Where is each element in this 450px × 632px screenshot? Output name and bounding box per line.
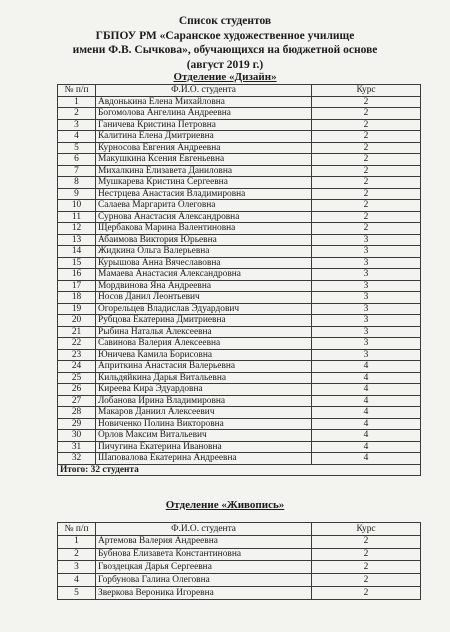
cell-student-name: Рубцова Екатерина Дмитриевна — [96, 315, 312, 327]
column-header-number: № п/п — [58, 85, 96, 97]
cell-student-name: Априткина Анастасия Валерьевна — [96, 361, 312, 373]
table-row — [58, 246, 421, 258]
cell-number: 4 — [58, 131, 96, 143]
cell-course: 2 — [312, 177, 421, 189]
cell-student-name: Курышова Анна Вячеславовна — [96, 257, 312, 269]
cell-course: 3 — [312, 257, 421, 269]
cell-course: 4 — [312, 384, 421, 396]
cell-student-name: Курносова Евгения Андреевна — [96, 142, 312, 154]
cell-number: 5 — [58, 142, 96, 154]
cell-course: 2 — [312, 96, 421, 108]
cell-student-name: Орлов Максим Витальевич — [96, 430, 312, 442]
cell-course: 3 — [312, 326, 421, 338]
table-header-row — [58, 85, 421, 97]
cell-student-name: Шаповалова Екатерина Андреевна — [96, 453, 312, 465]
cell-course: 2 — [312, 108, 421, 120]
table-row — [58, 441, 421, 453]
cell-course: 2 — [312, 200, 421, 212]
cell-student-name: Артемова Валерия Андреевна — [96, 535, 312, 548]
cell-course: 3 — [312, 338, 421, 350]
cell-number: 28 — [58, 407, 96, 419]
cell-number: 15 — [58, 257, 96, 269]
cell-number: 2 — [58, 108, 96, 120]
cell-student-name: Мамаева Анастасия Александровна — [96, 269, 312, 281]
table-row — [58, 223, 421, 235]
table-row — [58, 177, 421, 189]
table-row — [58, 326, 421, 338]
cell-student-name: Жидкина Ольга Валерьевна — [96, 246, 312, 258]
cell-course: 2 — [312, 142, 421, 154]
cell-number: 4 — [58, 574, 96, 587]
cell-course: 3 — [312, 315, 421, 327]
cell-student-name: Новиченко Полина Викторовна — [96, 418, 312, 430]
cell-course: 3 — [312, 303, 421, 315]
cell-course: 2 — [312, 119, 421, 131]
cell-number: 5 — [58, 586, 96, 599]
cell-student-name: Сурнова Анастасия Александровна — [96, 211, 312, 223]
table-row — [58, 453, 421, 465]
column-header-number: № п/п — [58, 523, 96, 536]
cell-course: 4 — [312, 395, 421, 407]
header-line-1: Список студентов — [178, 15, 272, 27]
cell-number: 24 — [58, 361, 96, 373]
table-row — [58, 372, 421, 384]
cell-number: 30 — [58, 430, 96, 442]
cell-student-name: Калитина Елена Дмитриевна — [96, 131, 312, 143]
cell-course: 4 — [312, 430, 421, 442]
cell-student-name: Макаров Даниил Алексеевич — [96, 407, 312, 419]
cell-student-name: Савинова Валерия Алексеевна — [96, 338, 312, 350]
cell-number: 11 — [58, 211, 96, 223]
cell-course: 3 — [312, 349, 421, 361]
cell-course: 2 — [312, 586, 421, 599]
cell-course: 2 — [312, 211, 421, 223]
painting-students-table — [57, 522, 421, 600]
cell-student-name: Нестрцева Анастасия Владимировна — [96, 188, 312, 200]
table-row — [58, 211, 421, 223]
cell-number: 31 — [58, 441, 96, 453]
cell-number: 3 — [58, 561, 96, 574]
table-row — [58, 303, 421, 315]
cell-student-name: Мушкарева Кристина Сергеевна — [96, 177, 312, 189]
cell-student-name: Ганичева Кристина Петровна — [96, 119, 312, 131]
cell-student-name: Огорельцев Владислав Эдуардович — [96, 303, 312, 315]
table-row — [58, 108, 421, 120]
cell-student-name: Кильдяйкина Дарья Витальевна — [96, 372, 312, 384]
cell-number: 17 — [58, 280, 96, 292]
cell-course: 2 — [312, 574, 421, 587]
table-row — [58, 154, 421, 166]
table-row — [58, 384, 421, 396]
cell-student-name: Юничева Камила Борисовна — [96, 349, 312, 361]
cell-number: 18 — [58, 292, 96, 304]
cell-number: 27 — [58, 395, 96, 407]
table-row — [58, 96, 421, 108]
cell-course: 4 — [312, 418, 421, 430]
table-row — [58, 315, 421, 327]
cell-course: 2 — [312, 223, 421, 235]
cell-course: 2 — [312, 535, 421, 548]
cell-number: 25 — [58, 372, 96, 384]
cell-student-name: Михалкина Елизавета Даниловна — [96, 165, 312, 177]
cell-number: 22 — [58, 338, 96, 350]
painting-section-title: Отделение «Живопись» — [165, 499, 285, 511]
cell-number: 23 — [58, 349, 96, 361]
cell-student-name: Зверкова Вероника Игоревна — [96, 586, 312, 599]
cell-student-name: Гвоздецкая Дарья Сергеевна — [96, 561, 312, 574]
total-text: Итого: 32 студента — [58, 464, 421, 476]
cell-course: 2 — [312, 154, 421, 166]
cell-course: 3 — [312, 234, 421, 246]
cell-number: 1 — [58, 535, 96, 548]
cell-number: 8 — [58, 177, 96, 189]
cell-course: 2 — [312, 561, 421, 574]
cell-student-name: Салаева Маргарита Олеговна — [96, 200, 312, 212]
cell-student-name: Носов Данил Леонтьевич — [96, 292, 312, 304]
cell-course: 3 — [312, 280, 421, 292]
cell-number: 9 — [58, 188, 96, 200]
cell-number: 32 — [58, 453, 96, 465]
cell-number: 29 — [58, 418, 96, 430]
cell-course: 4 — [312, 361, 421, 373]
cell-course: 2 — [312, 131, 421, 143]
header-line-3: имени Ф.В. Сычкова», обучающихся на бюджетной основе — [72, 44, 378, 56]
table-row — [58, 574, 421, 587]
table-row — [58, 234, 421, 246]
table-row — [58, 292, 421, 304]
column-header-name: Ф.И.О. студента — [96, 523, 312, 536]
cell-student-name: Киреева Кира Эдуардовна — [96, 384, 312, 396]
table-row — [58, 361, 421, 373]
cell-student-name: Пичугина Екатерина Ивановна — [96, 441, 312, 453]
cell-number: 20 — [58, 315, 96, 327]
cell-student-name: Щербакова Марина Валентиновна — [96, 223, 312, 235]
table-row — [58, 131, 421, 143]
document-header — [0, 14, 450, 72]
cell-student-name: Горбунова Галина Олеговна — [96, 574, 312, 587]
cell-number: 1 — [58, 96, 96, 108]
column-header-course: Курс — [312, 85, 421, 97]
cell-number: 3 — [58, 119, 96, 131]
table-row — [58, 418, 421, 430]
cell-course: 3 — [312, 292, 421, 304]
cell-student-name: Абаимова Виктория Юрьевна — [96, 234, 312, 246]
table-header-row — [58, 523, 421, 536]
table-row — [58, 269, 421, 281]
cell-student-name: Мордвинова Яна Андреевна — [96, 280, 312, 292]
cell-number: 7 — [58, 165, 96, 177]
cell-number: 6 — [58, 154, 96, 166]
cell-course: 2 — [312, 548, 421, 561]
cell-number: 21 — [58, 326, 96, 338]
cell-course: 4 — [312, 372, 421, 384]
table-row — [58, 200, 421, 212]
cell-number: 14 — [58, 246, 96, 258]
table-row — [58, 165, 421, 177]
total-row — [58, 464, 421, 476]
table-row — [58, 395, 421, 407]
cell-number: 16 — [58, 269, 96, 281]
column-header-course: Курс — [312, 523, 421, 536]
cell-student-name: Рыбина Наталья Алексеевна — [96, 326, 312, 338]
table-row — [58, 407, 421, 419]
cell-course: 4 — [312, 453, 421, 465]
table-row — [58, 548, 421, 561]
cell-course: 3 — [312, 269, 421, 281]
cell-number: 26 — [58, 384, 96, 396]
table-row — [58, 338, 421, 350]
cell-student-name: Макушкина Ксения Евгеньевна — [96, 154, 312, 166]
table-row — [58, 349, 421, 361]
table-row — [58, 586, 421, 599]
cell-course: 2 — [312, 165, 421, 177]
cell-student-name: Лобанова Ирина Владимировна — [96, 395, 312, 407]
design-students-table — [57, 84, 421, 476]
cell-student-name: Авдонькина Елена Михайловна — [96, 96, 312, 108]
design-section-title: Отделение «Дизайн» — [173, 71, 277, 83]
cell-student-name: Богомолова Ангелина Андреевна — [96, 108, 312, 120]
table-row — [58, 430, 421, 442]
header-line-2: ГБПОУ РМ «Саранское художественное училище — [95, 29, 355, 42]
table-row — [58, 257, 421, 269]
cell-course: 4 — [312, 407, 421, 419]
table-row — [58, 535, 421, 548]
table-row — [58, 561, 421, 574]
cell-number: 19 — [58, 303, 96, 315]
column-header-name: Ф.И.О. студента — [96, 85, 312, 97]
cell-student-name: Бубнова Елизавета Константиновна — [96, 548, 312, 561]
table-row — [58, 119, 421, 131]
cell-course: 4 — [312, 441, 421, 453]
cell-course: 3 — [312, 246, 421, 258]
cell-number: 2 — [58, 548, 96, 561]
header-line-4: (август 2019 г.) — [186, 58, 264, 71]
cell-number: 12 — [58, 223, 96, 235]
cell-number: 13 — [58, 234, 96, 246]
table-row — [58, 188, 421, 200]
table-row — [58, 280, 421, 292]
table-row — [58, 142, 421, 154]
cell-course: 2 — [312, 188, 421, 200]
cell-number: 10 — [58, 200, 96, 212]
